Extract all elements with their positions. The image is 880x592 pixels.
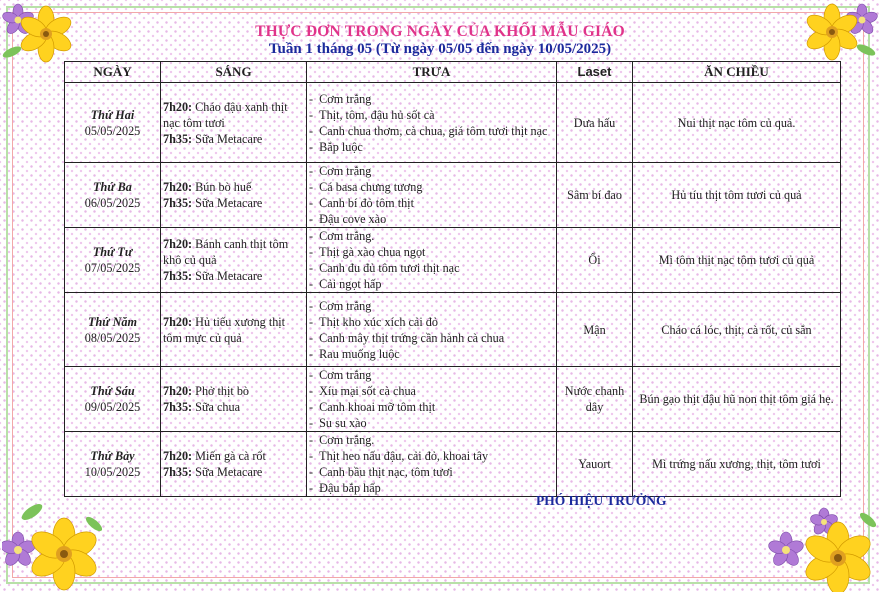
noon-item	[309, 123, 554, 139]
page-subtitle: Tuần 1 tháng 05 (Từ ngày 05/05 đến ngày 10/05/2025)	[268, 41, 612, 57]
noon-item-text: Thịt gà xào chua ngọt	[319, 245, 426, 259]
meal-time: 7h20:	[163, 99, 193, 114]
noon-item-text: Canh bí đỏ tôm thịt	[319, 196, 414, 210]
bullet-dash: -	[309, 449, 320, 463]
noon-item	[309, 179, 554, 195]
afternoon-cell: Bún gạo thịt đậu hũ non thịt tôm giá hẹ.	[633, 367, 841, 432]
bullet-dash: -	[309, 384, 320, 398]
noon-item-text: Cải ngọt hấp	[319, 277, 382, 291]
day-cell	[65, 432, 161, 497]
bullet-dash: -	[309, 245, 320, 259]
meal-text: Sữa Metacare	[192, 269, 263, 283]
noon-cell	[307, 228, 557, 293]
table-row	[65, 432, 841, 497]
noon-item-text: Cơm trắng	[319, 164, 372, 178]
snack-cell: Ổi	[557, 228, 633, 293]
meal-text: Sữa Metacare	[192, 196, 263, 210]
bullet-dash: -	[309, 433, 320, 447]
table-row	[65, 293, 841, 367]
column-header-morning: SÁNG	[161, 62, 307, 83]
day-name: Thứ Bảy	[90, 449, 135, 463]
table-row	[65, 228, 841, 293]
table-row	[65, 83, 841, 163]
meal-time: 7h20:	[163, 384, 193, 398]
noon-item-text: Đậu bắp hấp	[319, 481, 381, 495]
meal-time: 7h20:	[163, 237, 193, 251]
meal-text: Sữa Metacare	[192, 131, 263, 146]
menu-table	[64, 61, 841, 497]
noon-cell	[307, 83, 557, 163]
day-date: 08/05/2025	[84, 330, 141, 345]
bullet-dash: -	[309, 400, 320, 414]
noon-item	[309, 314, 554, 330]
afternoon-cell: Cháo cá lóc, thịt, cà rốt, củ sắn	[633, 293, 841, 367]
noon-item-text: Đậu cove xào	[319, 212, 387, 226]
column-header-afternoon: ĂN CHIỀU	[633, 62, 841, 83]
afternoon-cell: Nui thịt nạc tôm củ quả.	[633, 83, 841, 163]
noon-item	[309, 91, 554, 107]
noon-item-text: Cơm trắng	[319, 91, 372, 106]
afternoon-cell: Hủ tíu thịt tôm tươi củ quả	[633, 163, 841, 228]
noon-item-text: Canh đu đủ tôm tươi thịt nạc	[319, 261, 460, 275]
bullet-dash: -	[309, 196, 320, 210]
table-row	[65, 367, 841, 432]
morning-item	[163, 314, 304, 346]
noon-item	[309, 448, 554, 464]
noon-item	[309, 228, 554, 244]
noon-item	[309, 244, 554, 260]
bullet-dash: -	[309, 368, 320, 382]
noon-item	[309, 415, 554, 431]
day-date: 09/05/2025	[84, 400, 141, 414]
meal-text: Bún bò huế	[192, 180, 252, 194]
meal-text: Sữa Metacare	[192, 465, 263, 479]
morning-item	[163, 131, 304, 147]
afternoon-cell: Mì trứng nấu xương, thịt, tôm tươi	[633, 432, 841, 497]
noon-item	[309, 432, 554, 448]
noon-item-text: Canh mây thịt trứng cần hành cà chua	[319, 330, 505, 345]
noon-item	[309, 383, 554, 399]
bullet-dash: -	[309, 481, 320, 495]
meal-time: 7h20:	[163, 314, 193, 329]
day-name: Thứ Năm	[88, 314, 137, 329]
morning-item	[163, 448, 304, 464]
column-header-day: NGÀY	[65, 62, 161, 83]
noon-item-text: Su su xào	[319, 416, 367, 430]
noon-item-text: Canh bầu thịt nạc, tôm tươi	[319, 465, 453, 479]
morning-item	[163, 383, 304, 399]
meal-text: Phở thịt bò	[192, 384, 250, 398]
noon-cell	[307, 293, 557, 367]
bullet-dash: -	[309, 139, 320, 154]
noon-item-text: Thịt kho xúc xích cải đỏ	[319, 314, 438, 329]
noon-item	[309, 367, 554, 383]
noon-item-text: Cơm trắng.	[319, 433, 375, 447]
bullet-dash: -	[309, 465, 320, 479]
bullet-dash: -	[309, 330, 320, 345]
afternoon-cell: Mì tôm thịt nạc tôm tươi củ quả	[633, 228, 841, 293]
bullet-dash: -	[309, 107, 320, 122]
morning-cell	[161, 367, 307, 432]
noon-cell	[307, 163, 557, 228]
snack-cell: Dưa hấu	[557, 83, 633, 163]
noon-item	[309, 139, 554, 155]
day-cell	[65, 228, 161, 293]
day-date: 07/05/2025	[84, 261, 141, 275]
day-cell	[65, 293, 161, 367]
noon-item-text: Cơm trắng	[319, 298, 372, 313]
snack-cell: Mận	[557, 293, 633, 367]
column-header-snack: Laset	[557, 62, 633, 83]
day-cell	[65, 367, 161, 432]
noon-item-text: Canh khoai mỡ tôm thịt	[319, 400, 436, 414]
noon-item-text: Xíu mại sốt cà chua	[319, 384, 416, 398]
noon-item	[309, 464, 554, 480]
morning-item	[163, 195, 304, 211]
noon-item	[309, 260, 554, 276]
morning-cell	[161, 293, 307, 367]
day-name: Thứ Ba	[93, 180, 132, 194]
noon-item	[309, 163, 554, 179]
snack-cell: Yauort	[557, 432, 633, 497]
noon-item	[309, 276, 554, 292]
morning-item	[163, 236, 304, 268]
noon-item-text: Canh chua thơm, cà chua, giá tôm tươi thịt nạc	[319, 123, 548, 138]
meal-time: 7h35:	[163, 196, 193, 210]
bullet-dash: -	[309, 229, 320, 243]
bullet-dash: -	[309, 298, 320, 313]
morning-item	[163, 99, 304, 131]
day-cell	[65, 83, 161, 163]
meal-time: 7h35:	[163, 400, 193, 414]
noon-item	[309, 211, 554, 227]
morning-item	[163, 464, 304, 480]
day-name: Thứ Tư	[92, 245, 133, 259]
noon-item-text: Rau muống luộc	[319, 346, 400, 361]
bullet-dash: -	[309, 346, 320, 361]
bullet-dash: -	[309, 180, 320, 194]
snack-cell: Sâm bí đao	[557, 163, 633, 228]
bullet-dash: -	[309, 277, 320, 291]
bullet-dash: -	[309, 261, 320, 275]
noon-item	[309, 107, 554, 123]
morning-item	[163, 399, 304, 415]
day-name: Thứ Sáu	[90, 384, 135, 398]
day-date: 06/05/2025	[84, 196, 141, 210]
meal-time: 7h35:	[163, 269, 193, 283]
noon-item	[309, 298, 554, 314]
day-cell	[65, 163, 161, 228]
noon-item-text: Cơm trắng	[319, 368, 372, 382]
morning-cell	[161, 163, 307, 228]
noon-item	[309, 330, 554, 346]
flower-icon	[2, 494, 102, 592]
noon-item-text: Bắp luộc	[319, 139, 363, 154]
noon-item	[309, 480, 554, 496]
snack-cell: Nước chanh dây	[557, 367, 633, 432]
bullet-dash: -	[309, 123, 320, 138]
meal-text: Cháo đậu xanh thịt nạc tôm tươi	[163, 99, 288, 130]
noon-item	[309, 195, 554, 211]
noon-cell	[307, 432, 557, 497]
meal-text: Miến gà cà rốt	[192, 449, 266, 463]
morning-cell	[161, 432, 307, 497]
column-header-noon: TRƯA	[307, 62, 557, 83]
morning-cell	[161, 83, 307, 163]
noon-item-text: Cơm trắng.	[319, 229, 375, 243]
day-date: 05/05/2025	[84, 123, 141, 138]
meal-time: 7h35:	[163, 131, 193, 146]
morning-item	[163, 179, 304, 195]
morning-cell	[161, 228, 307, 293]
day-date: 10/05/2025	[84, 465, 141, 479]
meal-time: 7h20:	[163, 449, 193, 463]
page-title: THỰC ĐƠN TRONG NGÀY CỦA KHỐI MẪU GIÁO	[255, 23, 625, 40]
bullet-dash: -	[309, 314, 320, 329]
noon-item	[309, 346, 554, 362]
meal-text: Sữa chua	[192, 400, 241, 414]
bullet-dash: -	[309, 212, 320, 226]
day-name: Thứ Hai	[90, 107, 135, 122]
meal-time: 7h35:	[163, 465, 193, 479]
table-header-row	[65, 62, 841, 83]
morning-item	[163, 268, 304, 284]
noon-item	[309, 399, 554, 415]
bullet-dash: -	[309, 416, 320, 430]
meal-text: Bánh canh thịt tôm khô củ quả	[163, 237, 289, 267]
bullet-dash: -	[309, 91, 320, 106]
noon-item-text: Cá basa chưng tương	[319, 180, 423, 194]
flower-icon	[764, 494, 878, 592]
noon-item-text: Thịt, tôm, đậu hủ sốt cà	[319, 107, 435, 122]
meal-time: 7h20:	[163, 180, 193, 194]
bullet-dash: -	[309, 164, 320, 178]
noon-cell	[307, 367, 557, 432]
table-row	[65, 163, 841, 228]
meal-text: Hủ tiếu xương thịt tôm mực củ quả	[163, 314, 286, 345]
noon-item-text: Thịt heo nấu đậu, cải đỏ, khoai tây	[319, 449, 489, 463]
signature-title: PHÓ HIỆU TRƯỞNG	[536, 493, 667, 508]
